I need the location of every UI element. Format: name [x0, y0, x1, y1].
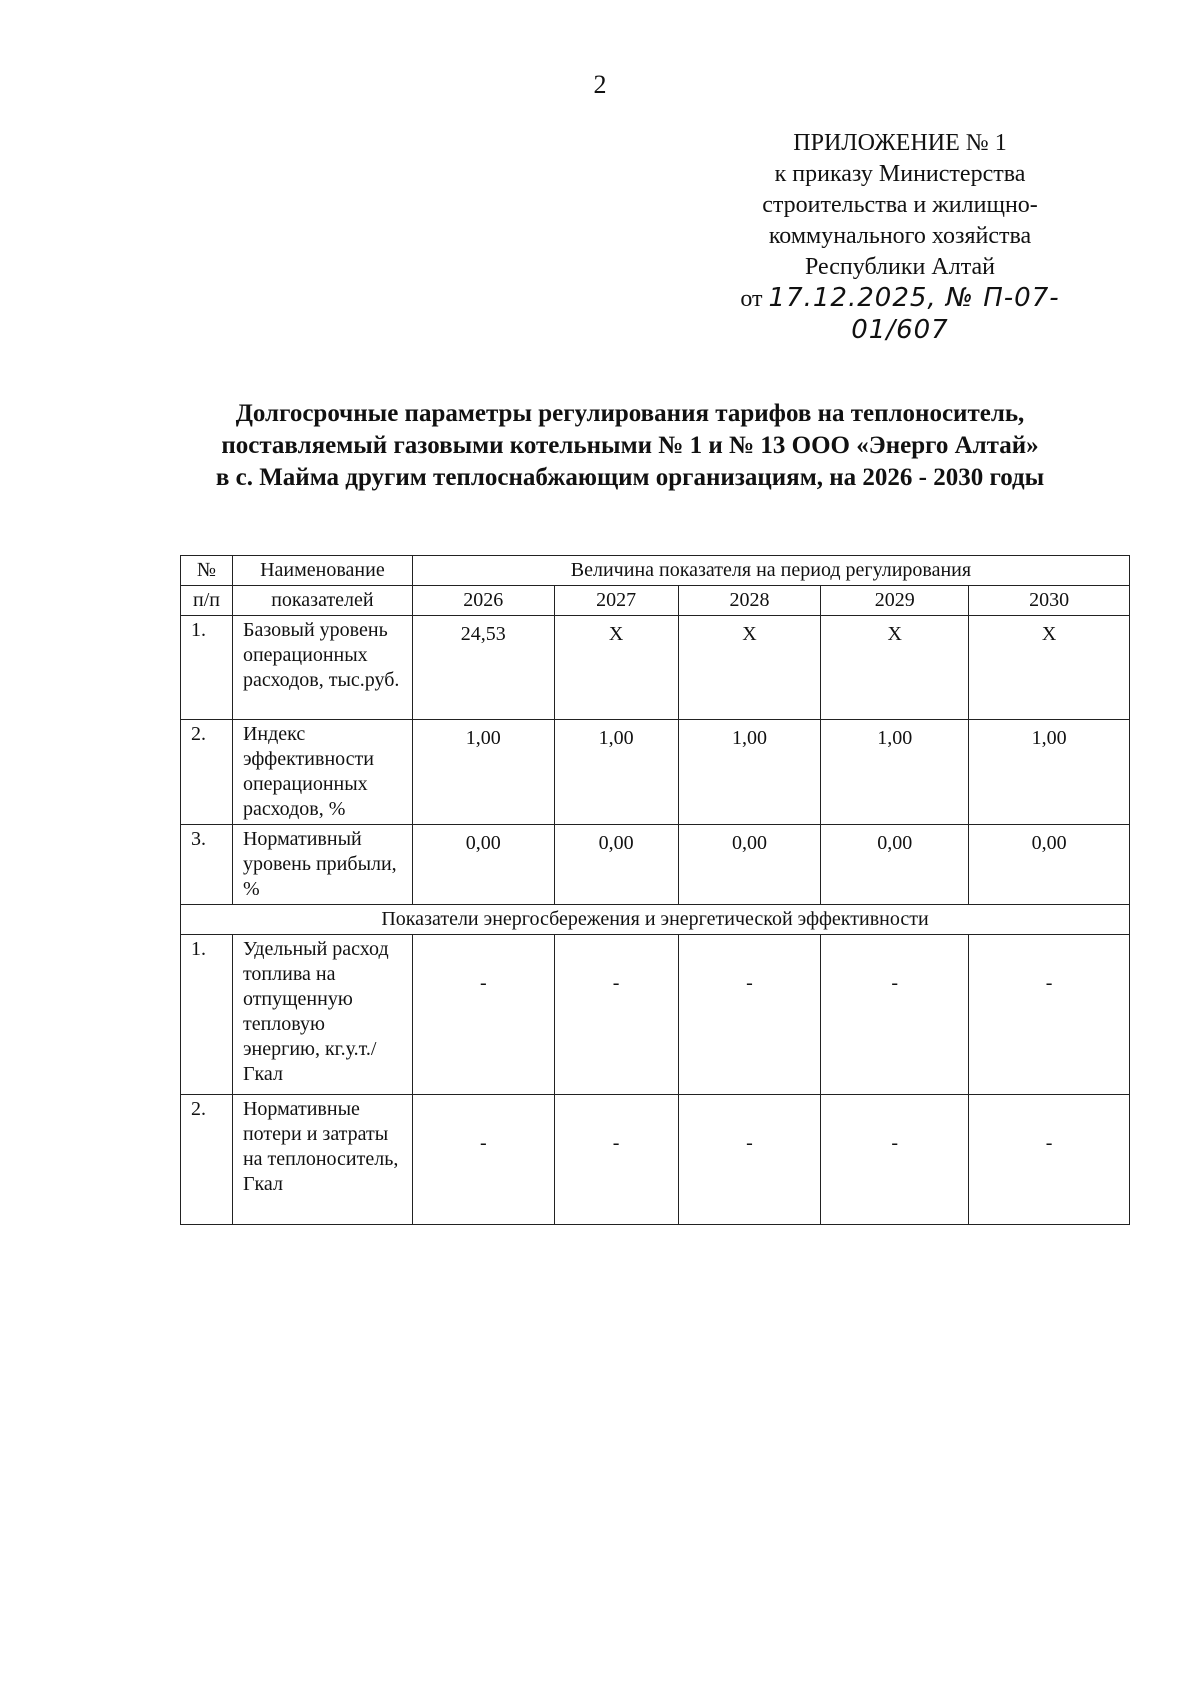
table-row [181, 825, 1130, 905]
row-num: 1. [181, 616, 233, 720]
row-value: - [821, 935, 969, 1095]
date-prefix: от [740, 286, 763, 312]
row-value: - [554, 935, 678, 1095]
year-header: 2027 [554, 586, 678, 616]
appendix-title: ПРИЛОЖЕНИЕ № 1 [793, 130, 1007, 156]
row-value: - [412, 1095, 554, 1225]
section-title: Показатели энергосбережения и энергетической эффективности [181, 905, 1130, 935]
appendix-line: к приказу Министерства [774, 161, 1026, 187]
row-value: 0,00 [821, 825, 969, 905]
row-num: 3. [181, 825, 233, 905]
appendix-line: Республики Алтай [805, 254, 995, 280]
row-value: X [821, 616, 969, 720]
row-value: X [969, 616, 1130, 720]
row-value: - [678, 935, 821, 1095]
row-name: Нормативные потери и затраты на теплоноситель, Гкал [232, 1095, 412, 1225]
handwritten-date-number: 17.12.2025, № П-07-01/607 [768, 283, 1060, 345]
row-value: 0,00 [678, 825, 821, 905]
appendix-line: коммунального хозяйства [768, 223, 1032, 249]
year-header: 2029 [821, 586, 969, 616]
header-num-sub: п/п [181, 586, 233, 616]
header-name-line1: Наименование [260, 559, 385, 581]
row-value: X [554, 616, 678, 720]
row-name: Нормативный уровень прибыли, % [232, 825, 412, 905]
header-num-line1: № [196, 559, 217, 581]
row-value: 0,00 [412, 825, 554, 905]
row-value: 1,00 [554, 720, 678, 825]
row-value: 1,00 [969, 720, 1130, 825]
row-value: - [678, 1095, 821, 1225]
document-title [180, 398, 1080, 494]
row-value: 1,00 [678, 720, 821, 825]
row-num: 1. [181, 935, 233, 1095]
row-value: 0,00 [969, 825, 1130, 905]
page-number: 2 [593, 70, 607, 99]
row-num: 2. [181, 1095, 233, 1225]
table-row [181, 1095, 1130, 1225]
row-value: 0,00 [554, 825, 678, 905]
row-value: - [554, 1095, 678, 1225]
row-value: - [412, 935, 554, 1095]
table-row [181, 616, 1130, 720]
row-value: - [821, 1095, 969, 1225]
row-value: - [969, 935, 1130, 1095]
row-name: Базовый уровень операционных расходов, тыс.руб. [232, 616, 412, 720]
header-period: Величина показателя на период регулирования [412, 556, 1129, 586]
row-value: 1,00 [412, 720, 554, 825]
title-line: поставляемый газовыми котельными № 1 и № 13 ООО «Энерго Алтай» [221, 432, 1039, 459]
table-row [181, 720, 1130, 825]
year-header: 2026 [412, 586, 554, 616]
title-line: Долгосрочные параметры регулирования тарифов на теплоноситель, [235, 400, 1025, 427]
row-value: X [678, 616, 821, 720]
row-num: 2. [181, 720, 233, 825]
title-line: в с. Майма другим теплоснабжающим организациям, на 2026 - 2030 годы [215, 464, 1045, 491]
header-name [232, 556, 412, 586]
table-row [181, 935, 1130, 1095]
appendix-date-line [720, 283, 1080, 347]
appendix-header [720, 128, 1080, 347]
row-name: Индекс эффективности операционных расходов, % [232, 720, 412, 825]
header-name-sub: показателей [232, 586, 412, 616]
section-row [181, 905, 1130, 935]
row-value: 1,00 [821, 720, 969, 825]
row-name: Удельный расход топлива на отпущенную тепловую энергию, кг.у.т./Гкал [232, 935, 412, 1095]
parameters-table [180, 555, 1130, 1225]
year-header: 2028 [678, 586, 821, 616]
row-value: - [969, 1095, 1130, 1225]
appendix-line: строительства и жилищно- [762, 192, 1038, 218]
header-num [181, 556, 233, 586]
row-value: 24,53 [412, 616, 554, 720]
year-header: 2030 [969, 586, 1130, 616]
